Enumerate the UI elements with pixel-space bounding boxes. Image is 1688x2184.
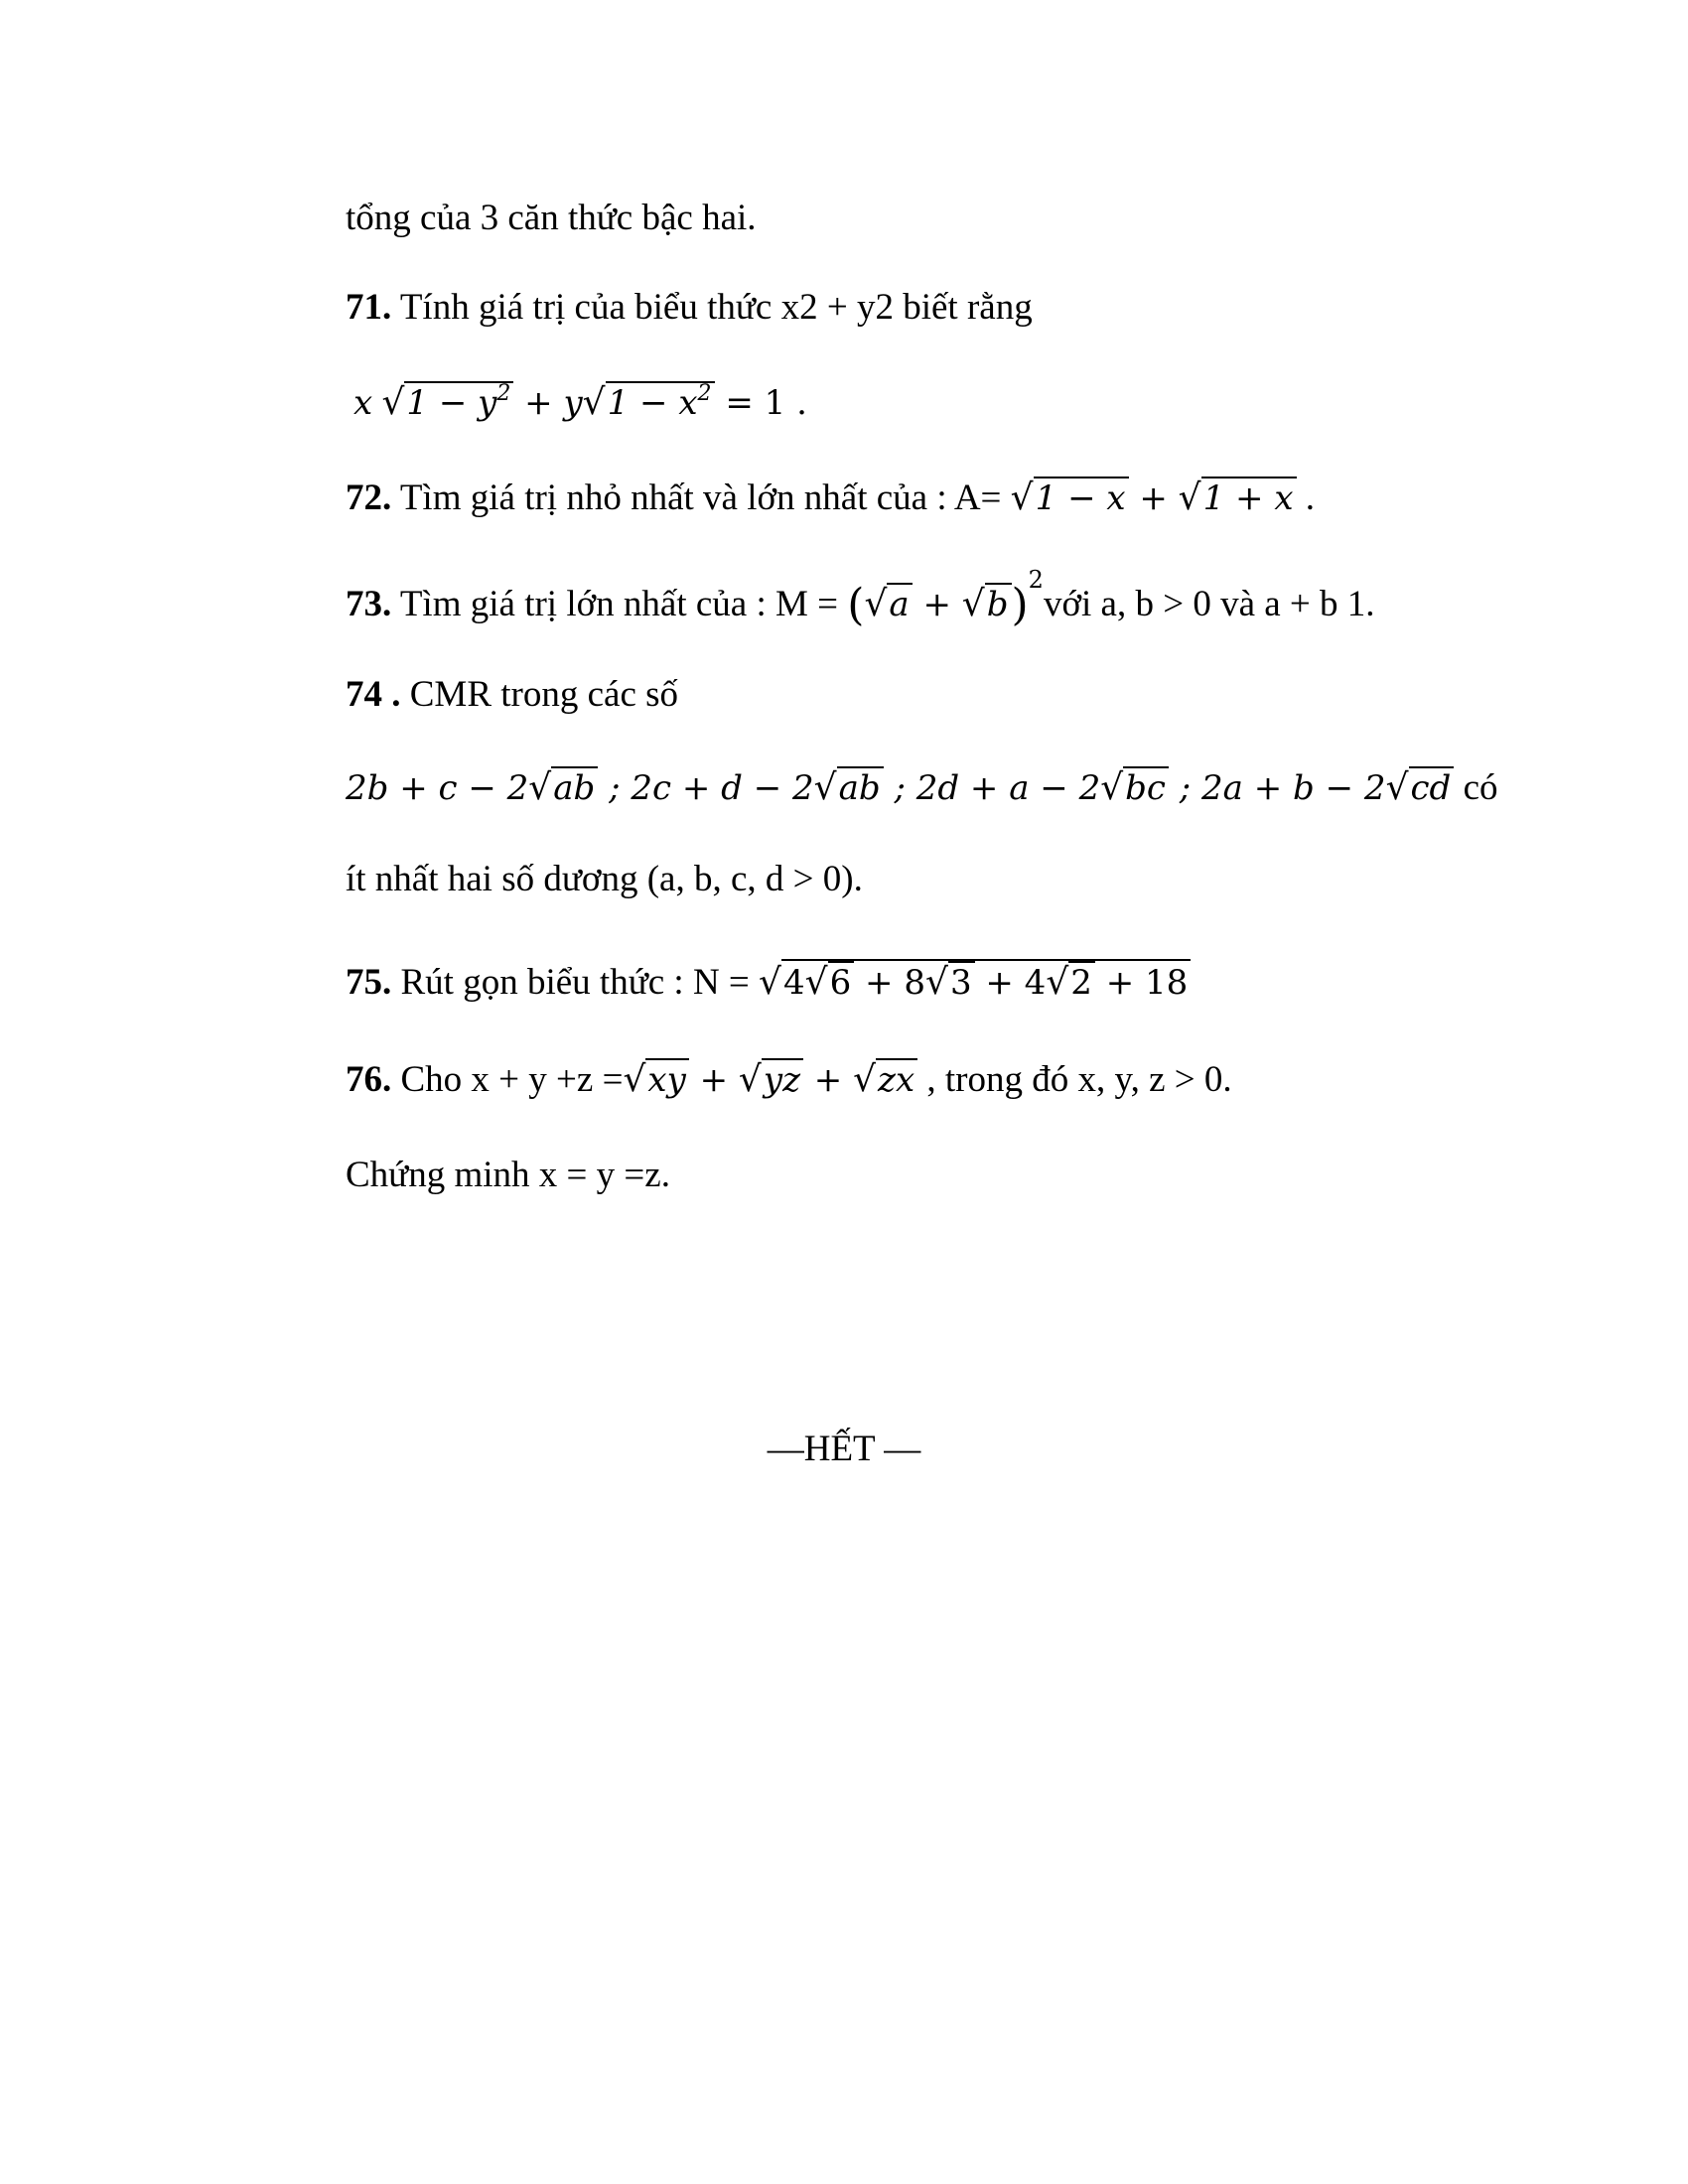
radicand: 6 — [828, 961, 855, 1003]
sqrt-bc: √bc — [1100, 764, 1169, 812]
problem-76-number: 76. — [346, 1059, 392, 1100]
problem-73-condition: với a, b > 0 và a + b 1. — [1043, 584, 1375, 624]
problem-73-text: Tìm giá trị lớn nhất của : M = — [391, 584, 848, 624]
radicand: ab — [551, 766, 598, 808]
math-plus: + — [1128, 478, 1179, 518]
math-plus: + — [688, 1060, 739, 1100]
expr-3: ; 2d + a − 2 — [883, 768, 1101, 808]
sqrt-2: √2 — [1046, 961, 1095, 1003]
problem-76-text: Cho x + y +z = — [391, 1059, 624, 1100]
problem-74-text: CMR trong các số — [400, 674, 679, 715]
radicand: 1 − y — [406, 383, 497, 423]
end-marker: —HẾT — — [767, 1429, 921, 1469]
math-plus-y: + y — [513, 383, 583, 423]
sqrt-1-minus-x: √1 − x — [1011, 475, 1129, 522]
problem-75-number: 75. — [346, 962, 392, 1003]
sqrt-1-minus-y2: $√1 - y^2$ — [381, 379, 513, 427]
expr-1: 2b + c − 2 — [346, 768, 529, 808]
sqrt-1-minus-x2: $√1 - x^2$ — [583, 379, 715, 427]
sqrt-3: √3 — [925, 961, 975, 1003]
close-paren: ) — [1011, 580, 1029, 630]
expr-2: ; 2c + d − 2 — [598, 768, 814, 808]
radicand: 1 + x — [1201, 477, 1297, 518]
problem-76-prove: Chứng minh x = y =z. — [346, 1155, 670, 1195]
term: 4 — [783, 963, 805, 1003]
sqrt-b: √b — [962, 581, 1012, 628]
sqrt-xy: √xy — [623, 1056, 688, 1104]
math-var-x: x — [353, 383, 373, 423]
sqrt-zx: √zx — [853, 1056, 917, 1104]
term: + 18 — [1094, 963, 1189, 1003]
problem-73-number: 73. — [346, 584, 392, 624]
problem-72-number: 72. — [346, 478, 392, 518]
term: + 8 — [854, 963, 925, 1003]
problem-75 — [346, 959, 1191, 1007]
problem-71-text: Tính giá trị của biểu thức x2 + y2 biết rằng — [391, 287, 1033, 328]
exponent: 2 — [1028, 566, 1044, 594]
problem-72-text: Tìm giá trị nhỏ nhất và lớn nhất của : A= — [391, 478, 1011, 518]
problem-71-heading — [346, 284, 1033, 332]
radicand: b — [985, 583, 1012, 624]
problem-73 — [346, 566, 1375, 630]
sqrt-ab-2: √ab — [814, 764, 884, 812]
problem-74-number: 74 . — [346, 674, 401, 715]
equation-end: = 1 . — [714, 383, 807, 423]
intro-line: tổng của 3 căn thức bậc hai. — [346, 198, 757, 238]
sqrt-outer: √4√6 + 8√3 + 4√2 + 18 — [759, 959, 1191, 1007]
problem-75-text: Rút gọn biểu thức : N = — [391, 962, 760, 1003]
radicand: 3 — [948, 961, 975, 1003]
math-plus: + — [802, 1060, 854, 1100]
problem-74-expressions — [346, 764, 1498, 812]
problem-72 — [346, 475, 1315, 522]
radicand: cd — [1409, 766, 1455, 808]
sqrt-ab-1: √ab — [528, 764, 598, 812]
problem-74-conclusion: ít nhất hai số dương (a, b, c, d > 0). — [346, 859, 863, 899]
radicand: a — [887, 583, 912, 624]
radicand: 2 — [1068, 961, 1095, 1003]
sqrt-cd: √cd — [1386, 764, 1455, 812]
radicand: yz — [762, 1058, 803, 1100]
sentence-end: . — [1296, 478, 1316, 518]
exponent: 2 — [496, 381, 511, 406]
sqrt-1-plus-x: √1 + x — [1179, 475, 1297, 522]
radicand: ab — [837, 766, 884, 808]
trailing-word: có — [1454, 767, 1498, 808]
radicand: 1 − x — [1034, 477, 1129, 518]
radicand: xy — [645, 1058, 688, 1100]
problem-71-number: 71. — [346, 287, 392, 328]
problem-71-equation — [353, 379, 807, 427]
open-paren: ( — [847, 580, 865, 630]
sqrt-yz: √yz — [739, 1056, 803, 1104]
sqrt-a: √a — [864, 581, 912, 628]
radicand: bc — [1123, 766, 1169, 808]
exponent: 2 — [697, 381, 712, 406]
problem-76-condition: , trong đó x, y, z > 0. — [917, 1059, 1232, 1100]
radicand: 1 − x — [607, 383, 698, 423]
expr-4: ; 2a + b − 2 — [1168, 768, 1386, 808]
radicand: zx — [876, 1058, 917, 1100]
problem-76 — [346, 1056, 1232, 1104]
problem-74-heading — [346, 671, 678, 719]
math-plus: + — [912, 585, 962, 624]
sqrt-6: √6 — [805, 961, 855, 1003]
term: + 4 — [974, 963, 1047, 1003]
